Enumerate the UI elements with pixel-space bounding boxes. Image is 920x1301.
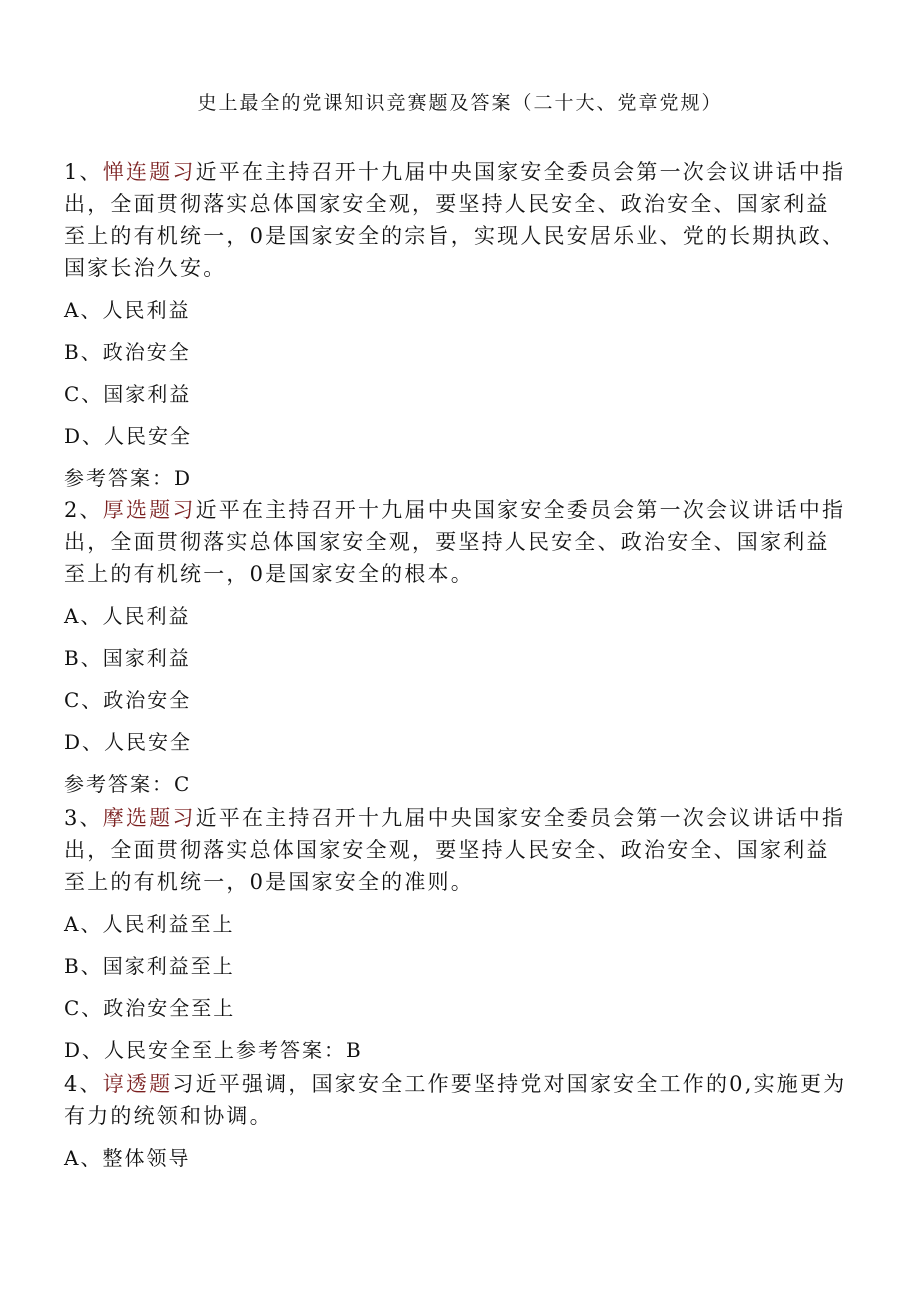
option-b: B、政治安全: [64, 340, 191, 364]
question-4: [64, 1068, 848, 1186]
question-number: 1、: [64, 160, 103, 184]
document-title: 史上最全的党课知识竞赛题及答案（二十大、党章党规）: [197, 92, 723, 114]
question-1: [64, 156, 848, 506]
reference-answer: 参考答案：C: [64, 772, 192, 796]
question-type-label: 谆透题: [102, 1072, 173, 1096]
question-type-label: 厚选题习: [102, 498, 196, 522]
option-a: A、人民利益: [64, 604, 191, 628]
option-b: B、国家利益: [64, 646, 191, 670]
question-number: 4、: [64, 1072, 103, 1096]
question-number: 3、: [64, 806, 103, 830]
option-c: C、国家利益: [64, 382, 192, 406]
question-stem: [64, 1068, 848, 1132]
option-b: B、国家利益至上: [64, 954, 235, 978]
question-type-label: 摩选题习: [102, 806, 196, 830]
option-c: C、政治安全: [64, 688, 192, 712]
option-a: A、人民利益: [64, 298, 191, 322]
question-stem: [64, 802, 848, 898]
option-a: A、人民利益至上: [64, 912, 235, 936]
option-a: A、整体领导: [64, 1146, 191, 1170]
reference-answer: 参考答案：D: [64, 466, 193, 490]
option-d-with-answer: D、人民安全至上参考答案：B: [64, 1038, 363, 1062]
option-c: C、政治安全至上: [64, 996, 236, 1020]
question-stem: [64, 156, 848, 284]
question-text: 近平在主持召开十九届中央国家安全委员会第一次会议讲话中指出，全面贯彻落实总体国家安全观，要坚持人民安全、政治安全、国家利益至上的有机统一，0是国家安全的准则。: [64, 806, 846, 894]
question-2: [64, 494, 848, 812]
question-stem: [64, 494, 848, 590]
question-text: 习近平强调，国家安全工作要坚持党对国家安全工作的0,实施更为有力的统领和协调。: [64, 1072, 847, 1128]
question-number: 2、: [64, 498, 103, 522]
option-d: D、人民安全: [64, 730, 193, 754]
question-text: 近平在主持召开十九届中央国家安全委员会第一次会议讲话中指出，全面贯彻落实总体国家安全观，要坚持人民安全、政治安全、国家利益至上的有机统一，0是国家安全的根本。: [64, 498, 846, 586]
question-text: 近平在主持召开十九届中央国家安全委员会第一次会议讲话中指出，全面贯彻落实总体国家安全观，要坚持人民安全、政治安全、国家利益至上的有机统一，0是国家安全的宗旨，实现人民安居乐业、党的长期执政、国家长治久安。: [64, 160, 846, 280]
option-d: D、人民安全: [64, 424, 193, 448]
question-type-label: 惮连题习: [102, 160, 196, 184]
question-3: [64, 802, 848, 1078]
